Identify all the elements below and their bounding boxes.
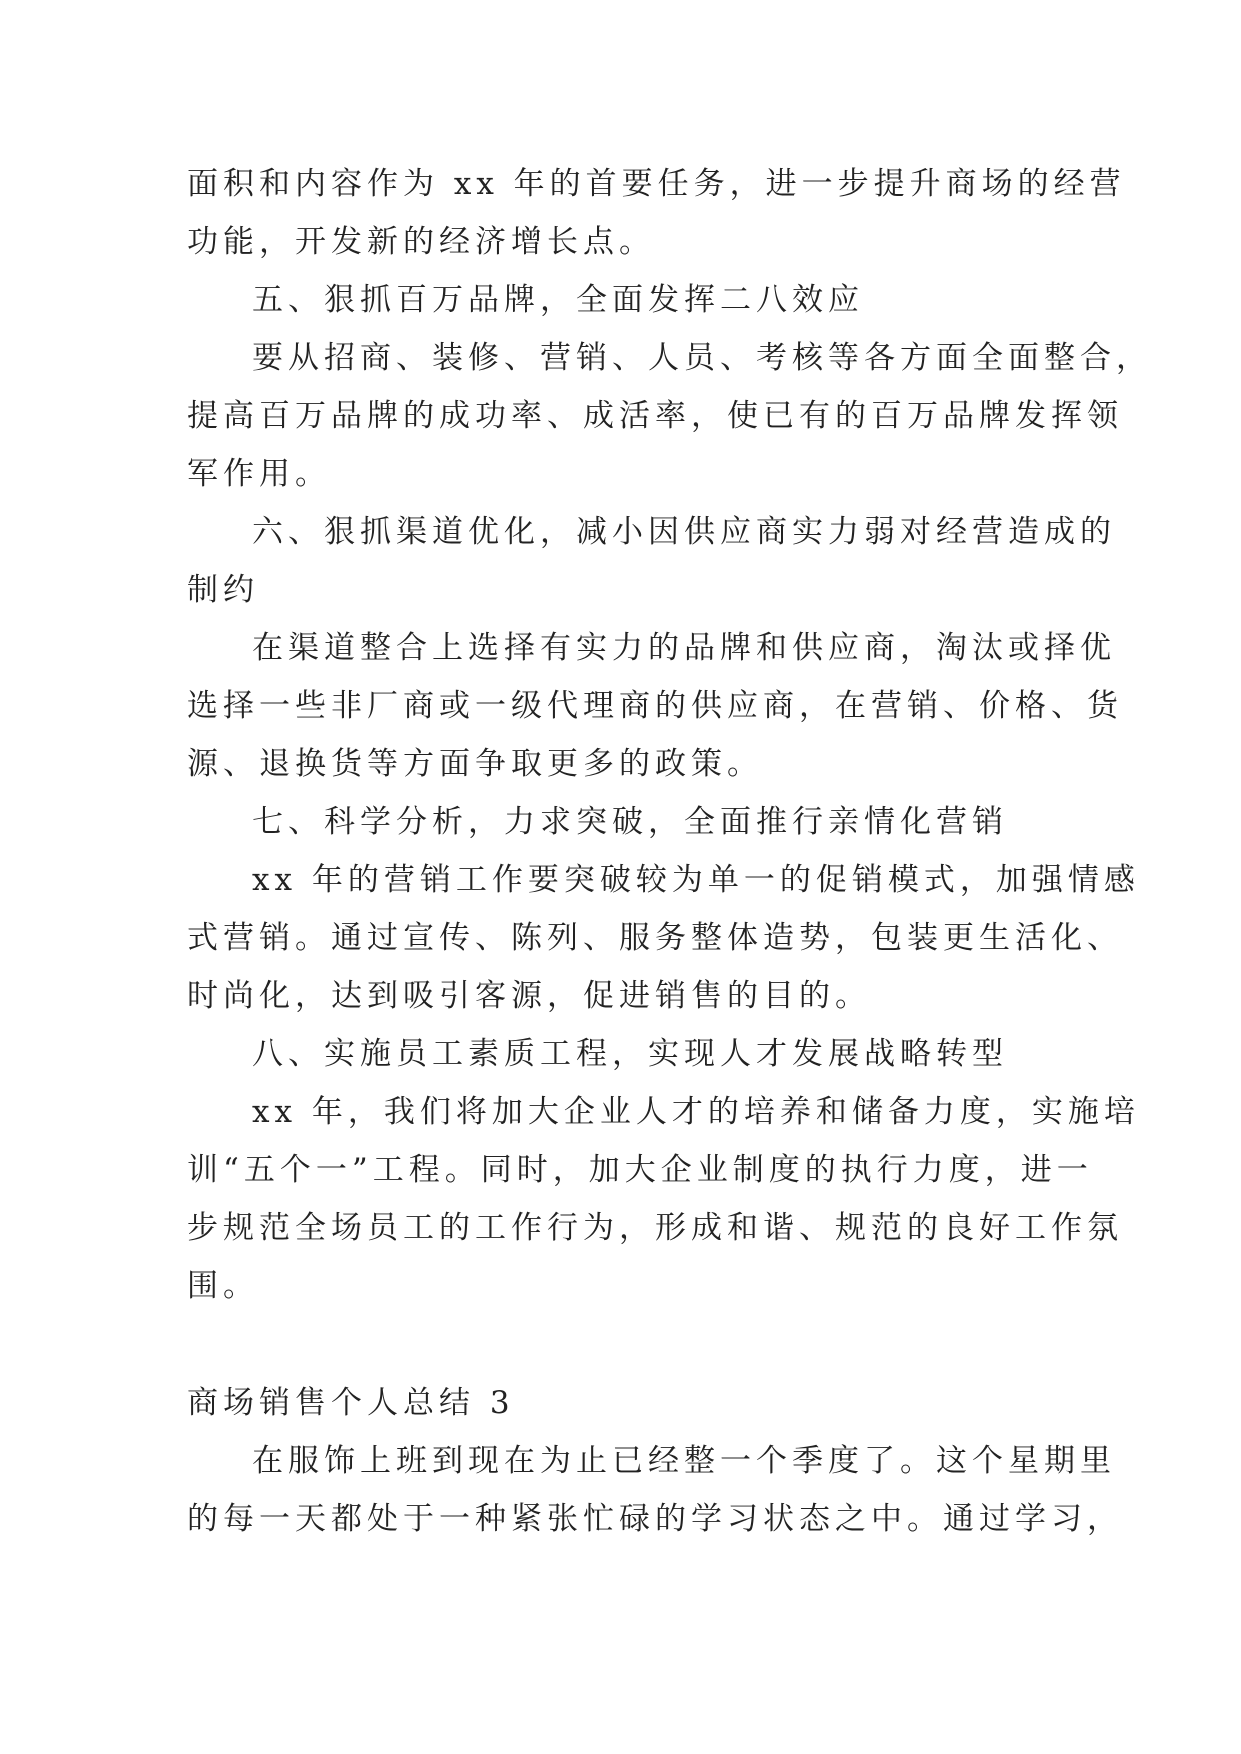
- text-line: 提高百万品牌的成功率、成活率，使已有的百万品牌发挥领: [187, 398, 1123, 434]
- text-line: 面积和内容作为 xx 年的首要任务，进一步提升商场的经营: [187, 166, 1126, 202]
- text-line: 制约: [187, 572, 259, 608]
- text-line: 在渠道整合上选择有实力的品牌和供应商，淘汰或择优: [252, 630, 1116, 666]
- text-line: 军作用。: [187, 456, 331, 492]
- text-line: 的每一天都处于一种紧张忙碌的学习状态之中。通过学习，: [187, 1501, 1123, 1537]
- text-line: 在服饰上班到现在为止已经整一个季度了。这个星期里: [252, 1443, 1116, 1479]
- section-heading: 五、狠抓百万品牌，全面发挥二八效应: [252, 282, 864, 318]
- text-line: 围。: [187, 1268, 259, 1304]
- text-line: 训“五个一”工程。同时，加大企业制度的执行力度，进一: [187, 1152, 1093, 1188]
- text-line: 时尚化，达到吸引客源，促进销售的目的。: [187, 978, 871, 1014]
- text-line: 要从招商、装修、营销、人员、考核等各方面全面整合，: [252, 340, 1152, 376]
- text-line: 功能，开发新的经济增长点。: [187, 224, 655, 260]
- section-heading: 六、狠抓渠道优化，减小因供应商实力弱对经营造成的: [252, 514, 1116, 550]
- section-heading: 七、科学分析，力求突破，全面推行亲情化营销: [252, 804, 1008, 840]
- text-line: xx 年的营销工作要突破较为单一的促销模式，加强情感: [252, 862, 1140, 898]
- section-heading: 八、实施员工素质工程，实现人才发展战略转型: [252, 1036, 1008, 1072]
- article-title: 商场销售个人总结 3: [187, 1385, 515, 1421]
- text-line: xx 年，我们将加大企业人才的培养和储备力度，实施培: [252, 1094, 1140, 1130]
- text-line: 式营销。通过宣传、陈列、服务整体造势，包装更生活化、: [187, 920, 1123, 956]
- text-line: 步规范全场员工的工作行为，形成和谐、规范的良好工作氛: [187, 1210, 1123, 1246]
- text-line: 选择一些非厂商或一级代理商的供应商，在营销、价格、货: [187, 688, 1123, 724]
- text-line: 源、退换货等方面争取更多的政策。: [187, 746, 763, 782]
